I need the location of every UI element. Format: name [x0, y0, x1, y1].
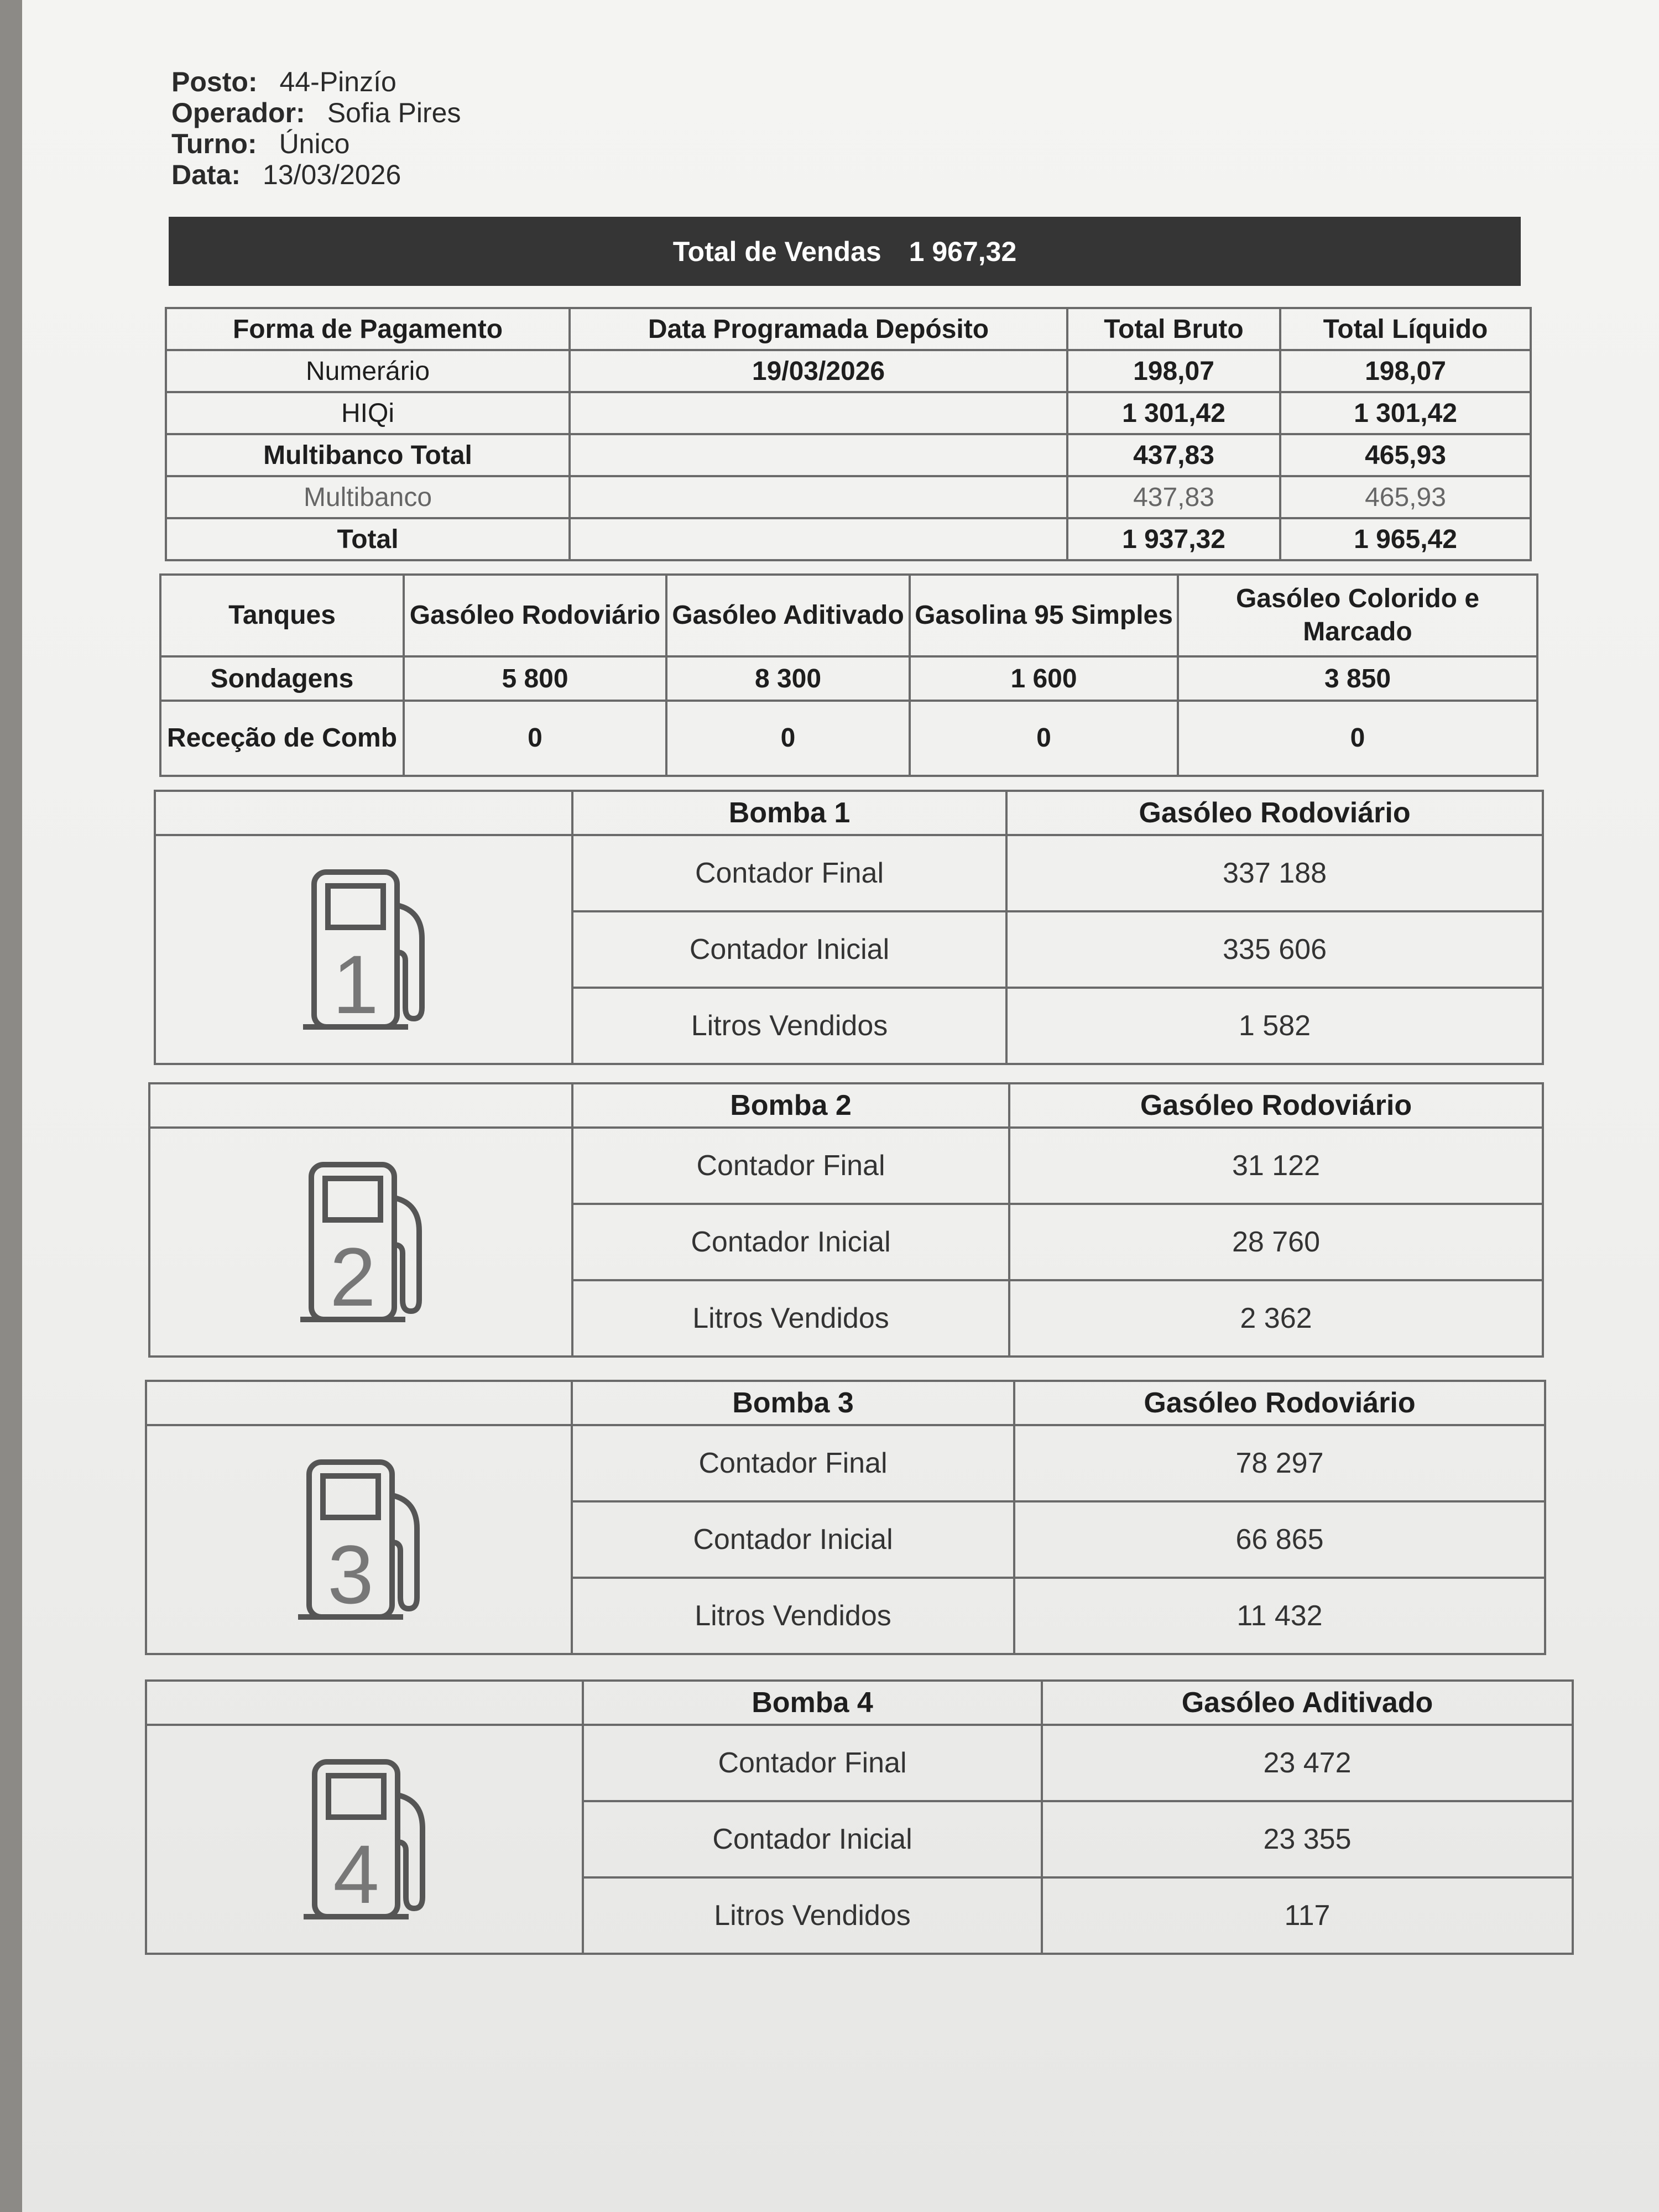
final-label: Contador Final [583, 1725, 1042, 1801]
operador-value: Sofia Pires [327, 97, 461, 128]
litros-value: 1 582 [1006, 988, 1543, 1064]
final-label: Contador Final [572, 835, 1006, 911]
pump-number: 4 [333, 1828, 379, 1921]
pump-icon-cell [155, 835, 572, 1064]
forma-cell: Numerário [166, 350, 570, 392]
sondagem-cell: 3 850 [1178, 656, 1537, 701]
liquido-cell: 1 301,42 [1280, 392, 1531, 434]
tank-col: Gasóleo Rodoviário [404, 575, 666, 656]
data-cell [570, 434, 1067, 476]
final-value: 337 188 [1006, 835, 1543, 911]
pump-table-2 [148, 1082, 1544, 1358]
bruto-cell: 1 301,42 [1067, 392, 1280, 434]
pump-title: Bomba 3 [572, 1381, 1014, 1425]
pump-table-3 [145, 1380, 1546, 1655]
bruto-cell: 437,83 [1067, 476, 1280, 518]
pump-table-1 [154, 790, 1544, 1065]
tank-col: Gasóleo Aditivado [666, 575, 910, 656]
data-value: 13/03/2026 [263, 159, 401, 190]
rececao-label: Receção de Comb [160, 701, 404, 776]
forma-cell: HIQi [166, 392, 570, 434]
rececao-cell: 0 [404, 701, 666, 776]
turno-value: Único [279, 128, 350, 159]
total-vendas-value: 1 967,32 [909, 236, 1017, 267]
data-label: Data: [171, 159, 241, 190]
pump-title: Bomba 2 [572, 1083, 1009, 1128]
pump-number: 2 [329, 1230, 376, 1323]
final-label: Contador Final [572, 1425, 1014, 1501]
report-header [171, 66, 461, 190]
liquido-cell: 1 965,42 [1280, 518, 1531, 560]
col-data-deposito: Data Programada Depósito [570, 308, 1067, 350]
sondagem-cell: 5 800 [404, 656, 666, 701]
inicial-value: 28 760 [1009, 1204, 1543, 1280]
litros-label: Litros Vendidos [572, 1280, 1009, 1357]
data-cell [570, 518, 1067, 560]
table-row [166, 350, 1531, 392]
table-row [166, 476, 1531, 518]
pump-blank-header [146, 1381, 572, 1425]
inicial-label: Contador Inicial [572, 1501, 1014, 1578]
total-vendas-banner [169, 217, 1521, 286]
tanks-table [159, 573, 1538, 777]
inicial-value: 66 865 [1014, 1501, 1545, 1578]
inicial-value: 23 355 [1042, 1801, 1573, 1877]
litros-label: Litros Vendidos [572, 988, 1006, 1064]
total-vendas-label: Total de Vendas [672, 236, 881, 267]
posto-label: Posto: [171, 66, 258, 97]
tank-col: Gasolina 95 Simples [910, 575, 1178, 656]
posto-value: 44-Pinzío [279, 66, 397, 97]
final-value: 31 122 [1009, 1128, 1543, 1204]
fuel-pump-icon [293, 1751, 436, 1928]
sondagens-row [160, 656, 1537, 701]
col-total-bruto: Total Bruto [1067, 308, 1280, 350]
rececao-row [160, 701, 1537, 776]
turno-label: Turno: [171, 128, 257, 159]
rececao-cell: 0 [1178, 701, 1537, 776]
litros-label: Litros Vendidos [572, 1578, 1014, 1654]
final-label: Contador Final [572, 1128, 1009, 1204]
tank-col: Gasóleo Colorido e Marcado [1178, 575, 1537, 656]
inicial-value: 335 606 [1006, 911, 1543, 988]
litros-value: 11 432 [1014, 1578, 1545, 1654]
pump-title: Bomba 4 [583, 1681, 1042, 1725]
col-total-liquido: Total Líquido [1280, 308, 1531, 350]
inicial-label: Contador Inicial [583, 1801, 1042, 1877]
pump-table-4 [145, 1679, 1574, 1955]
liquido-cell: 198,07 [1280, 350, 1531, 392]
bruto-cell: 1 937,32 [1067, 518, 1280, 560]
pump-blank-header [149, 1083, 572, 1128]
litros-value: 117 [1042, 1877, 1573, 1954]
fuel-pump-icon [292, 861, 436, 1038]
final-value: 23 472 [1042, 1725, 1573, 1801]
table-row [166, 392, 1531, 434]
pump-blank-header [155, 791, 572, 835]
bruto-cell: 198,07 [1067, 350, 1280, 392]
pump-number: 3 [327, 1528, 374, 1621]
final-value: 78 297 [1014, 1425, 1545, 1501]
tanks-header-row [160, 575, 1537, 656]
fuel-pump-icon [289, 1154, 433, 1331]
pump-icon-cell [146, 1725, 583, 1954]
pump-title: Bomba 1 [572, 791, 1006, 835]
pump-fuel: Gasóleo Rodoviário [1009, 1083, 1543, 1128]
rececao-cell: 0 [666, 701, 910, 776]
pump-blank-header [146, 1681, 583, 1725]
sondagem-cell: 1 600 [910, 656, 1178, 701]
forma-cell: Multibanco Total [166, 434, 570, 476]
pump-fuel: Gasóleo Aditivado [1042, 1681, 1573, 1725]
pump-icon-cell [149, 1128, 572, 1357]
pump-number: 1 [332, 938, 379, 1031]
table-row-total [166, 518, 1531, 560]
liquido-cell: 465,93 [1280, 476, 1531, 518]
sondagens-label: Sondagens [160, 656, 404, 701]
data-cell [570, 392, 1067, 434]
pump-icon-cell [146, 1425, 572, 1654]
inicial-label: Contador Inicial [572, 911, 1006, 988]
pump-fuel: Gasóleo Rodoviário [1006, 791, 1543, 835]
rececao-cell: 0 [910, 701, 1178, 776]
litros-label: Litros Vendidos [583, 1877, 1042, 1954]
liquido-cell: 465,93 [1280, 434, 1531, 476]
bruto-cell: 437,83 [1067, 434, 1280, 476]
fuel-pump-icon [287, 1451, 431, 1628]
forma-cell: Multibanco [166, 476, 570, 518]
data-cell [570, 476, 1067, 518]
payments-header-row [166, 308, 1531, 350]
table-row [166, 434, 1531, 476]
data-cell: 19/03/2026 [570, 350, 1067, 392]
col-forma-pagamento: Forma de Pagamento [166, 308, 570, 350]
tanques-label: Tanques [160, 575, 404, 656]
forma-cell: Total [166, 518, 570, 560]
pump-fuel: Gasóleo Rodoviário [1014, 1381, 1545, 1425]
operador-label: Operador: [171, 97, 305, 128]
sondagem-cell: 8 300 [666, 656, 910, 701]
litros-value: 2 362 [1009, 1280, 1543, 1357]
payments-table [165, 307, 1532, 561]
inicial-label: Contador Inicial [572, 1204, 1009, 1280]
